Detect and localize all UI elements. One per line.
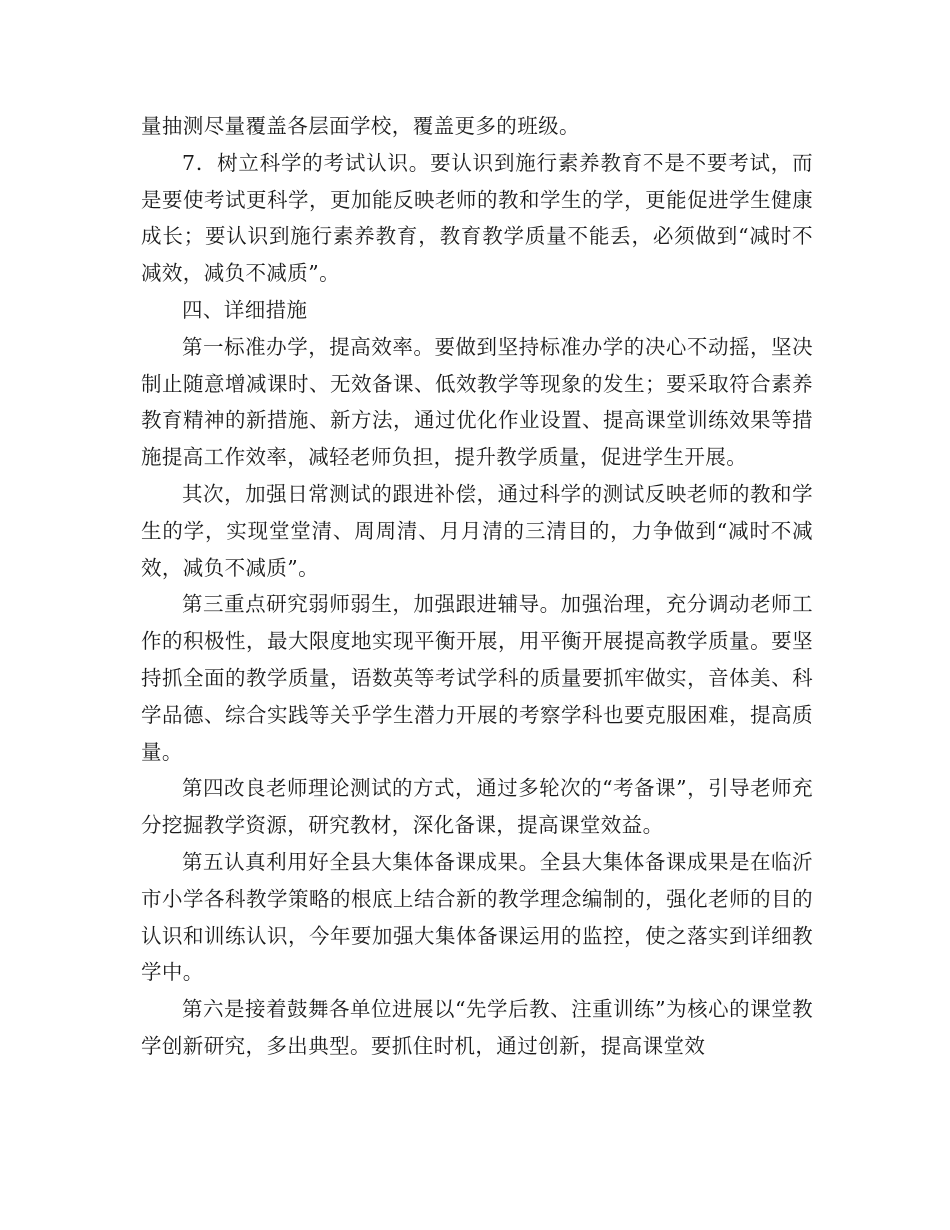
document-body [141,108,813,1065]
paragraph-measure-3: 第三重点研究弱师弱生，加强跟进辅导。加强治理，充分调动老师工作的积极性，最大限度地实现平衡开展，用平衡开展提高教学质量。要坚持抓全面的教学质量，语数英等考试学科的质量要抓牢做实，音体美、科学品德、综合实践等关乎学生潜力开展的考察学科也要克服困难，提高质量。 [141,592,813,764]
paragraph-measure-2: 其次，加强日常测试的跟进补偿，通过科学的测试反映老师的教和学生的学，实现堂堂清、周周清、月月清的三清目的，力争做到“减时不减效，减负不减质”。 [141,481,813,580]
section-heading-measures: 四、详细措施 [182,297,308,322]
paragraph-item-7: 7．树立科学的考试认识。要认识到施行素养教育不是不要考试，而是要使考试更科学，更加能反映老师的教和学生的学，更能促进学生健康成长；要认识到施行素养教育，教育教学质量不能丢，必须做到“减时不减效，减负不减质”。 [141,150,813,286]
paragraph-measure-4: 第四改良老师理论测试的方式，通过多轮次的“考备课”，引导老师充分挖掘教学资源，研究教材，深化备课，提高课堂效益。 [141,776,813,838]
paragraph-measure-5: 第五认真利用好全县大集体备课成果。全县大集体备课成果是在临沂市小学各科教学策略的根底上结合新的教学理念编制的，强化老师的目的认识和训练认识，今年要加强大集体备课运用的监控，使之落实到详细教学中。 [141,849,813,985]
paragraph-measure-1: 第一标准办学，提高效率。要做到坚持标准办学的决心不动摇，坚决制止随意增减课时、无效备课、低效教学等现象的发生；要采取符合素养教育精神的新措施、新方法，通过优化作业设置、提高课堂训练效果等措施提高工作效率，减轻老师负担，提升教学质量，促进学生开展。 [141,334,813,470]
paragraph-continuation: 量抽测尽量覆盖各层面学校，覆盖更多的班级。 [141,114,580,138]
paragraph-measure-6: 第六是接着鼓舞各单位进展以“先学后教、注重训练”为核心的课堂教学创新研究，多出典型。要抓住时机，通过创新，提高课堂效 [141,997,813,1058]
